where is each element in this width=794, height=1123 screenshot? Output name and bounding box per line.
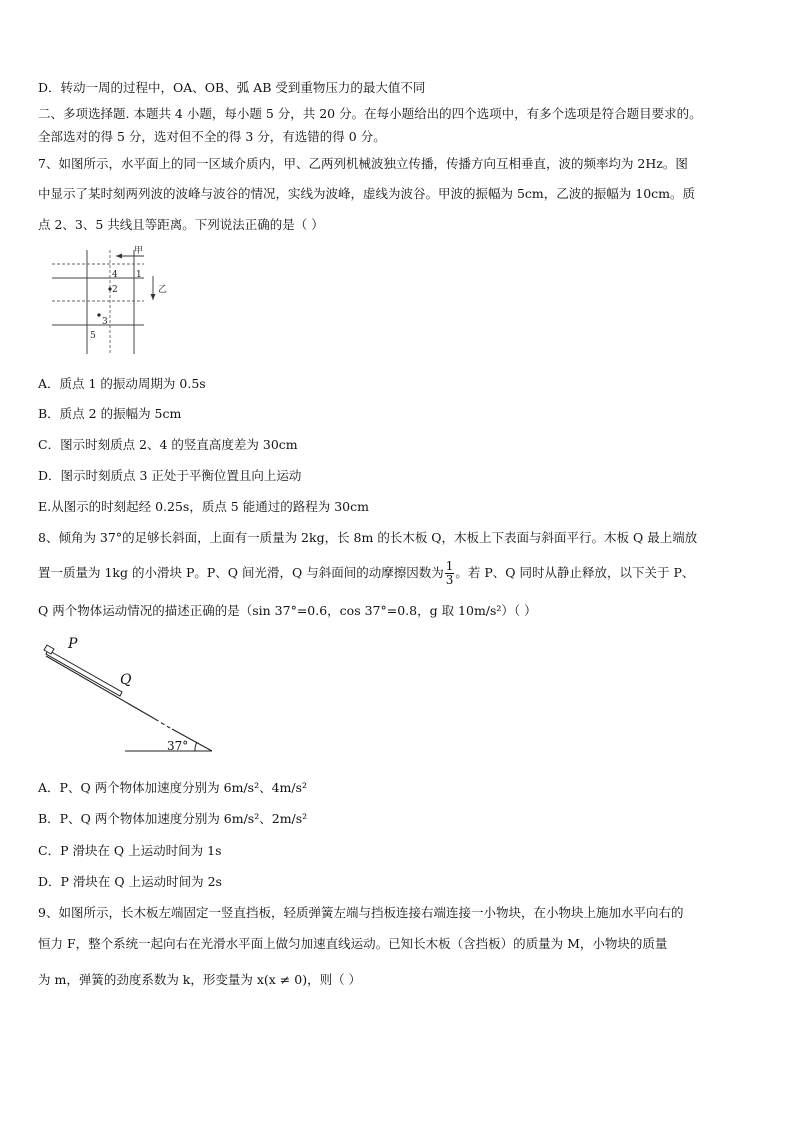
wave-yi-label: 乙 (158, 285, 168, 295)
point-4-label: 4 (112, 270, 118, 280)
q8-incline-figure (40, 634, 220, 760)
point-3-dot (97, 313, 100, 316)
point-1-label: 1 (136, 270, 142, 280)
label-q: Q (120, 672, 132, 688)
fraction-denominator: 3 (445, 573, 454, 587)
wave-yi-arrowhead (151, 294, 156, 300)
q8-stem-line1: 8、倾角为 37°的足够长斜面，上面有一质量为 2kg，长 8m 的长木板 Q，木板上下表面与斜面平行。木板 Q 最上端放 (38, 530, 698, 545)
q7-option-d: D．图示时刻质点 3 正处于平衡位置且向上运动 (38, 468, 302, 483)
label-p: P (68, 636, 78, 652)
q7-option-a: A．质点 1 的振动周期为 0.5s (38, 376, 206, 391)
incline-break (155, 719, 170, 728)
section2-heading-line1: 二、多项选择题. 本题共 4 小题，每小题 5 分，共 20 分。在每小题给出的四个选项中，有多个选项是符合题目要求的。 (38, 106, 702, 121)
board-q (46, 650, 122, 696)
q7-option-c: C．图示时刻质点 2、4 的竖直高度差为 30cm (38, 437, 298, 452)
angle-label: 37° (167, 739, 189, 753)
angle-arc (195, 742, 197, 751)
fraction-numerator: 1 (445, 559, 454, 573)
friction-coefficient-fraction (445, 560, 455, 587)
q8-option-d: D．P 滑块在 Q 上运动时间为 2s (38, 874, 222, 889)
incline-surface (46, 656, 155, 719)
section2-heading-line2: 全部选对的得 5 分，选对但不全的得 3 分，有选错的得 0 分。 (38, 129, 386, 144)
q7-stem-line3: 点 2、3、5 共线且等距离。下列说法正确的是（ ） (38, 217, 324, 232)
point-3-label: 3 (102, 317, 108, 327)
wave-jia-label: 甲 (134, 246, 144, 256)
q7-wave-figure (44, 244, 184, 362)
q8-option-b: B．P、Q 两个物体加速度分别为 6m/s²、2m/s² (38, 811, 308, 826)
q8-stem-line2-before: 置一质量为 1kg 的小滑块 P。P、Q 间光滑，Q 与斜面间的动摩擦因数为 (38, 565, 444, 580)
q7-option-b: B．质点 2 的振幅为 5cm (38, 406, 182, 421)
q8-stem-line2 (38, 559, 764, 587)
point-5-label: 5 (90, 331, 96, 341)
q8-stem-line2-after: 。若 P、Q 同时从静止释放，以下关于 P、 (455, 565, 695, 580)
q9-stem-line1: 9、如图所示，长木板左端固定一竖直挡板，轻质弹簧左端与挡板连接右端连接一小物块，在小物块上施加水平向右的 (38, 905, 684, 920)
q8-stem-line3: Q 两个物体运动情况的描述正确的是（sin 37°=0.6，cos 37°=0.8，g 取 10m/s²）（ ） (38, 603, 537, 618)
q7-stem-line2: 中显示了某时刻两列波的波峰与波谷的情况，实线为波峰，虚线为波谷。甲波的振幅为 5cm，乙波的振幅为 10cm。质 (38, 186, 696, 201)
point-2-label: 2 (112, 285, 118, 295)
q9-stem-line2: 恒力 F，整个系统一起向右在光滑水平面上做匀加速直线运动。已知长木板（含挡板）的质量为 M，小物块的质量 (38, 936, 668, 951)
q9-stem-line3: 为 m，弹簧的劲度系数为 k，形变量为 x(x ≠ 0)，则（ ） (38, 972, 362, 987)
q8-option-c: C．P 滑块在 Q 上运动时间为 1s (38, 843, 222, 858)
q6-option-d: D．转动一周的过程中，OA、OB、弧 AB 受到重物压力的最大值不同 (38, 80, 426, 95)
q8-option-a: A．P、Q 两个物体加速度分别为 6m/s²、4m/s² (38, 780, 308, 795)
wave-jia-arrowhead (116, 254, 122, 259)
q7-stem-line1: 7、如图所示，水平面上的同一区域介质内，甲、乙两列机械波独立传播，传播方向互相垂直，波的频率均为 2Hz。图 (38, 156, 688, 171)
q7-option-e: E.从图示的时刻起经 0.25s，质点 5 能通过的路程为 30cm (38, 499, 369, 514)
